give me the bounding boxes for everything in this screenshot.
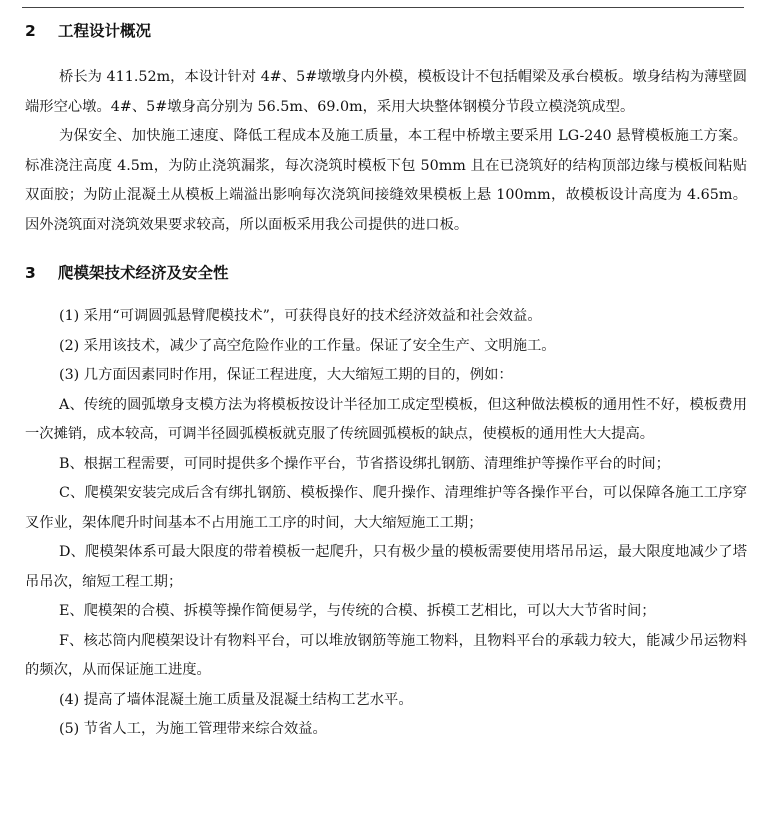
section-2-title: 工程设计概况 xyxy=(58,22,152,40)
section-2-paragraph-1: 桥长为 411.52m，本设计针对 4#、5#墩墩身内外模，模板设计不包括帽梁及承台模板。墩身结构为薄壁圆端形空心墩。4#、5#墩身高分别为 56.5m、69.0m，采用大块整体钢模分节段立模浇筑成型。 xyxy=(25,69,747,115)
section-2-number: 2 xyxy=(25,22,36,40)
list-item: C、爬模架安装完成后含有绑扎钢筋、模板操作、爬升操作、清理维护等各操作平台，可以保障各施工工序穿叉作业，架体爬升时间基本不占用施工工序的时间，大大缩短施工工期； xyxy=(25,485,747,531)
list-item: (3) 几方面因素同时作用，保证工程进度，大大缩短工期的目的，例如： xyxy=(59,367,513,383)
section-3-number: 3 xyxy=(25,264,36,282)
list-item: (5) 节省人工，为施工管理带来综合效益。 xyxy=(59,721,327,737)
list-item: D、爬模架体系可最大限度的带着模板一起爬升，只有极少量的模板需要使用塔吊吊运，最大限度地减少了塔吊吊次，缩短工程工期； xyxy=(25,544,747,590)
list-item: F、核芯筒内爬模架设计有物料平台，可以堆放钢筋等施工物料，且物料平台的承载力较大，能减少吊运物料的频次，从而保证施工进度。 xyxy=(25,632,747,678)
list-item: E、爬模架的合模、拆模等操作简便易学，与传统的合模、拆模工艺相比，可以大大节省时间； xyxy=(59,603,656,619)
list-item: B、根据工程需要，可同时提供多个操作平台，节省搭设绑扎钢筋、清理维护等操作平台的时间； xyxy=(59,455,670,472)
section-3-list xyxy=(25,302,747,745)
list-item: (4) 提高了墙体混凝土施工质量及混凝土结构工艺水平。 xyxy=(59,691,413,708)
top-rule xyxy=(22,7,744,8)
section-2-heading xyxy=(25,14,747,48)
list-item: (1) 采用“可调圆弧悬臂爬模技术”，可获得良好的技术经济效益和社会效益。 xyxy=(59,308,542,324)
section-3-title: 爬模架技术经济及安全性 xyxy=(58,264,229,282)
section-3-heading xyxy=(25,256,747,290)
list-item: (2) 采用该技术，减少了高空危险作业的工作量。保证了安全生产、文明施工。 xyxy=(59,337,556,354)
document-page xyxy=(25,14,747,745)
list-item: A、传统的圆弧墩身支模方法为将模板按设计半径加工成定型模板，但这种做法模板的通用性不好，模板费用一次摊销，成本较高，可调半径圆弧模板就克服了传统圆弧模板的缺点，使模板的通用性大大提高。 xyxy=(25,396,747,442)
section-2-paragraph-2: 为保安全、加快施工速度、降低工程成本及施工质量，本工程中桥墩主要采用 LG-240 悬臂模板施工方案。标准浇注高度 4.5m，为防止浇筑漏浆，每次浇筑时模板下包 50mm 且在已浇筑好的结构顶部边缘与模板间粘贴双面胶；为防止混凝土从模板上端溢出影响每次浇筑间接缝效果模板上悬 100mm，故模板设计高度为 4.65m。因外浇筑面对浇筑效果要求较高，所以面板采用我公司提供的进口板。 xyxy=(25,128,747,233)
